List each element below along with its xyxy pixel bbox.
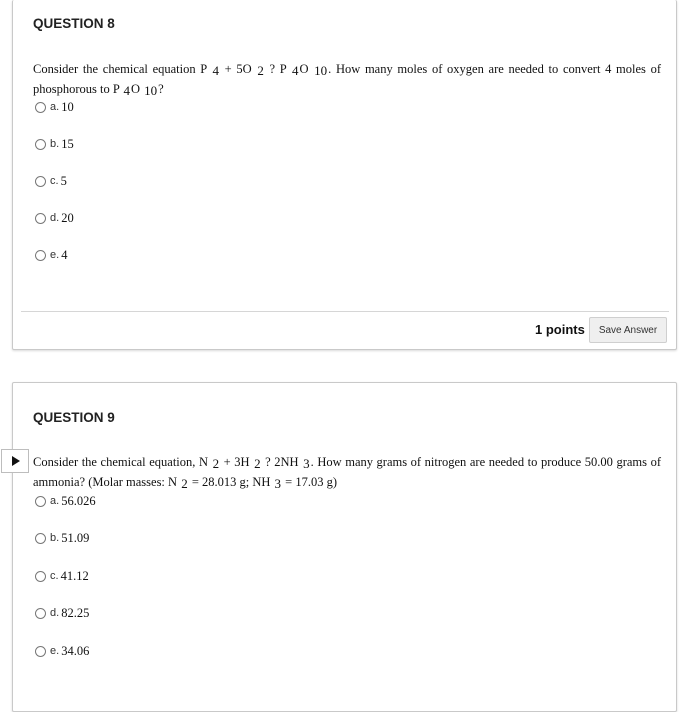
option-b[interactable] bbox=[35, 530, 89, 546]
option-value: 82.25 bbox=[61, 605, 90, 620]
radio-button[interactable] bbox=[35, 608, 46, 619]
save-answer-button[interactable]: Save Answer bbox=[589, 317, 667, 343]
radio-button[interactable] bbox=[35, 250, 46, 261]
question-title: QUESTION 9 bbox=[33, 410, 115, 425]
radio-button[interactable] bbox=[35, 102, 46, 113]
play-arrow-icon-glyph bbox=[11, 456, 20, 466]
question-8-card bbox=[12, 0, 677, 350]
option-a[interactable] bbox=[35, 99, 74, 115]
option-letter: d. bbox=[50, 607, 60, 619]
radio-button[interactable] bbox=[35, 646, 46, 657]
option-d[interactable] bbox=[35, 210, 74, 226]
option-letter: e. bbox=[50, 645, 60, 657]
option-letter: c. bbox=[50, 570, 59, 582]
option-letter: c. bbox=[50, 175, 59, 187]
question-text: Consider the chemical equation, N $_2$ + 3H $_2$ ? 2NH $_3$. How many grams of nitrogen are needed to produce 50.00 grams of ammonia? (Molar masses: N $_2$ = 28.013 g; NH $_3$ = 17.03 g) bbox=[33, 455, 662, 491]
option-letter: d. bbox=[50, 212, 60, 224]
option-c[interactable] bbox=[35, 568, 89, 584]
radio-button[interactable] bbox=[35, 496, 46, 507]
option-e[interactable] bbox=[35, 643, 89, 659]
option-a[interactable] bbox=[35, 493, 96, 509]
question-title: QUESTION 8 bbox=[33, 16, 115, 31]
option-value: 5 bbox=[60, 173, 67, 188]
option-value: 34.06 bbox=[61, 643, 90, 658]
option-b[interactable] bbox=[35, 136, 74, 152]
option-value: 51.09 bbox=[61, 530, 90, 545]
option-value: 15 bbox=[61, 136, 74, 151]
points-label: 1 points bbox=[535, 322, 585, 337]
radio-button[interactable] bbox=[35, 213, 46, 224]
option-d[interactable] bbox=[35, 605, 89, 621]
option-e[interactable] bbox=[35, 247, 67, 263]
question-9-card bbox=[12, 382, 677, 712]
radio-button[interactable] bbox=[35, 176, 46, 187]
question-text: Consider the chemical equation P $_4$ + 5O $_2$ ? P $_4$O $_{10}$. How many moles of oxygen are needed to convert 4 moles of phosphorous to P $_4$O $_{10}$? bbox=[33, 62, 661, 98]
option-letter: b. bbox=[50, 138, 60, 150]
option-value: 4 bbox=[61, 247, 68, 262]
option-value: 10 bbox=[61, 99, 74, 114]
option-value: 41.12 bbox=[60, 568, 89, 583]
option-letter: a. bbox=[50, 101, 60, 113]
option-letter: e. bbox=[50, 249, 60, 261]
option-letter: a. bbox=[50, 495, 60, 507]
radio-button[interactable] bbox=[35, 571, 46, 582]
option-value: 56.026 bbox=[61, 493, 96, 508]
option-letter: b. bbox=[50, 532, 60, 544]
play-arrow-icon[interactable] bbox=[1, 449, 29, 473]
option-value: 20 bbox=[61, 210, 74, 225]
option-c[interactable] bbox=[35, 173, 67, 189]
radio-button[interactable] bbox=[35, 533, 46, 544]
divider bbox=[21, 311, 669, 312]
radio-button[interactable] bbox=[35, 139, 46, 150]
